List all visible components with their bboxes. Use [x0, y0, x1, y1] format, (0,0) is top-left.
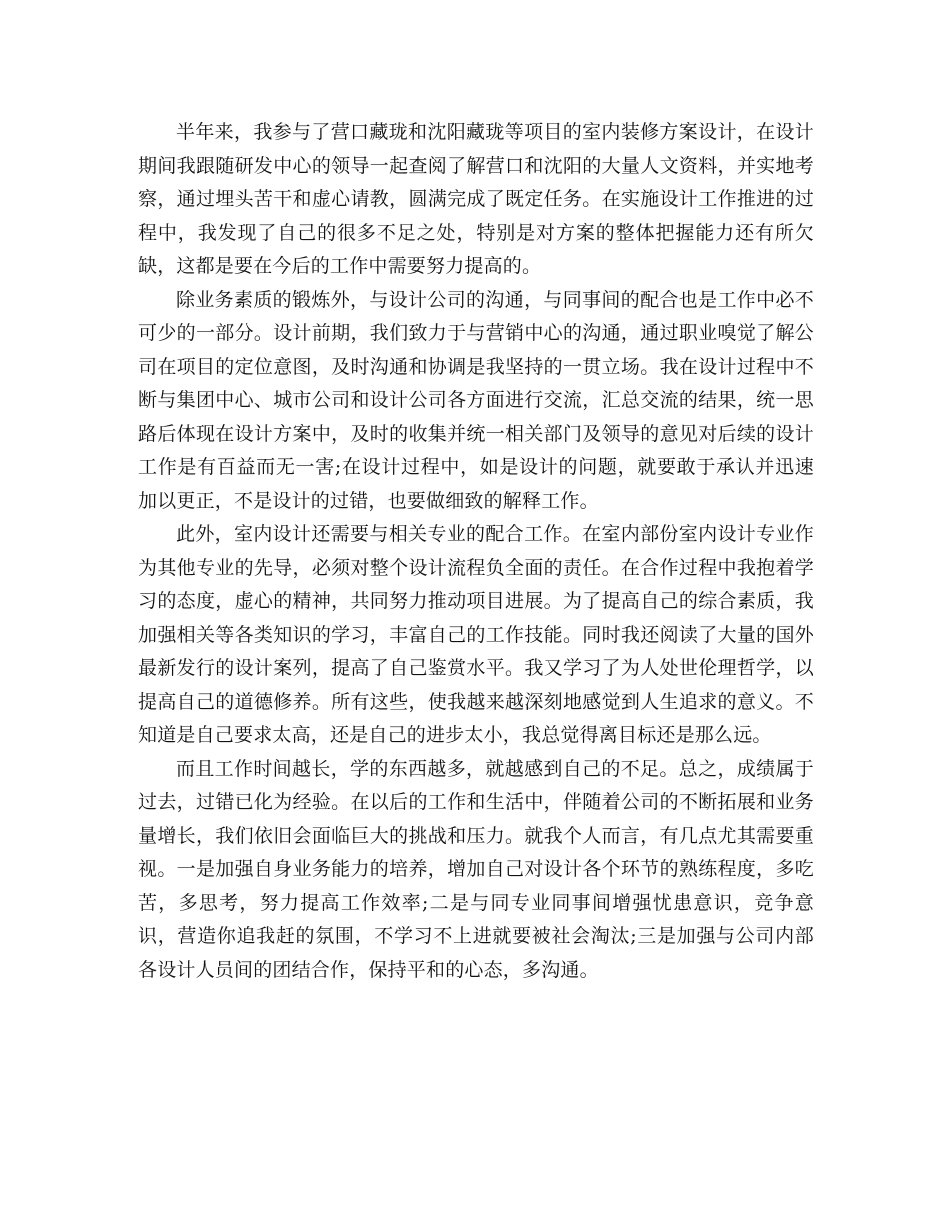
paragraph-1: 半年来，我参与了营口藏珑和沈阳藏珑等项目的室内装修方案设计，在设计期间我跟随研发中心的领导一起查阅了解营口和沈阳的大量人文资料，并实地考察，通过埋头苦干和虚心请教，圆满完成了既定任务。在实施设计工作推进的过程中，我发现了自己的很多不足之处，特别是对方案的整体把握能力还有所欠缺，这都是要在今后的工作中需要努力提高的。: [138, 121, 814, 277]
paragraph-2: 除业务素质的锻炼外，与设计公司的沟通，与同事间的配合也是工作中必不可少的一部分。设计前期，我们致力于与营销中心的沟通，通过职业嗅觉了解公司在项目的定位意图，及时沟通和协调是我坚持的一贯立场。我在设计过程中不断与集团中心、城市公司和设计公司各方面进行交流，汇总交流的结果，统一思路后体现在设计方案中，及时的收集并统一相关部门及领导的意见对后续的设计工作是有百益而无一害;在设计过程中，如是设计的问题，就要敢于承认并迅速加以更正，不是设计的过错，也要做细致的解释工作。: [138, 288, 814, 512]
paragraph-4: 而且工作时间越长，学的东西越多，就越感到自己的不足。总之，成绩属于过去，过错已化为经验。在以后的工作和生活中，伴随着公司的不断拓展和业务量增长，我们依旧会面临巨大的挑战和压力。就我个人而言，有几点尤其需要重视。一是加强自身业务能力的培养，增加自己对设计各个环节的熟练程度，多吃苦，多思考，努力提高工作效率;二是与同专业同事间增强忧患意识，竞争意识，营造你追我赶的氛围，不学习不上进就要被社会淘汰;三是加强与公司内部各设计人员间的团结合作，保持平和的心态，多沟通。: [138, 757, 814, 981]
paragraph-3: 此外，室内设计还需要与相关专业的配合工作。在室内部份室内设计专业作为其他专业的先导，必须对整个设计流程负全面的责任。在合作过程中我抱着学习的态度，虚心的精神，共同努力推动项目进展。为了提高自己的综合素质，我加强相关等各类知识的学习，丰富自己的工作技能。同时我还阅读了大量的国外最新发行的设计案列，提高了自己鉴赏水平。我又学习了为人处世伦理哲学，以提高自己的道德修养。所有这些，使我越来越深刻地感觉到人生追求的意义。不知道是自己要求太高，还是自己的进步太小，我总觉得离目标还是那么远。: [138, 523, 814, 746]
document-body: [138, 116, 814, 987]
